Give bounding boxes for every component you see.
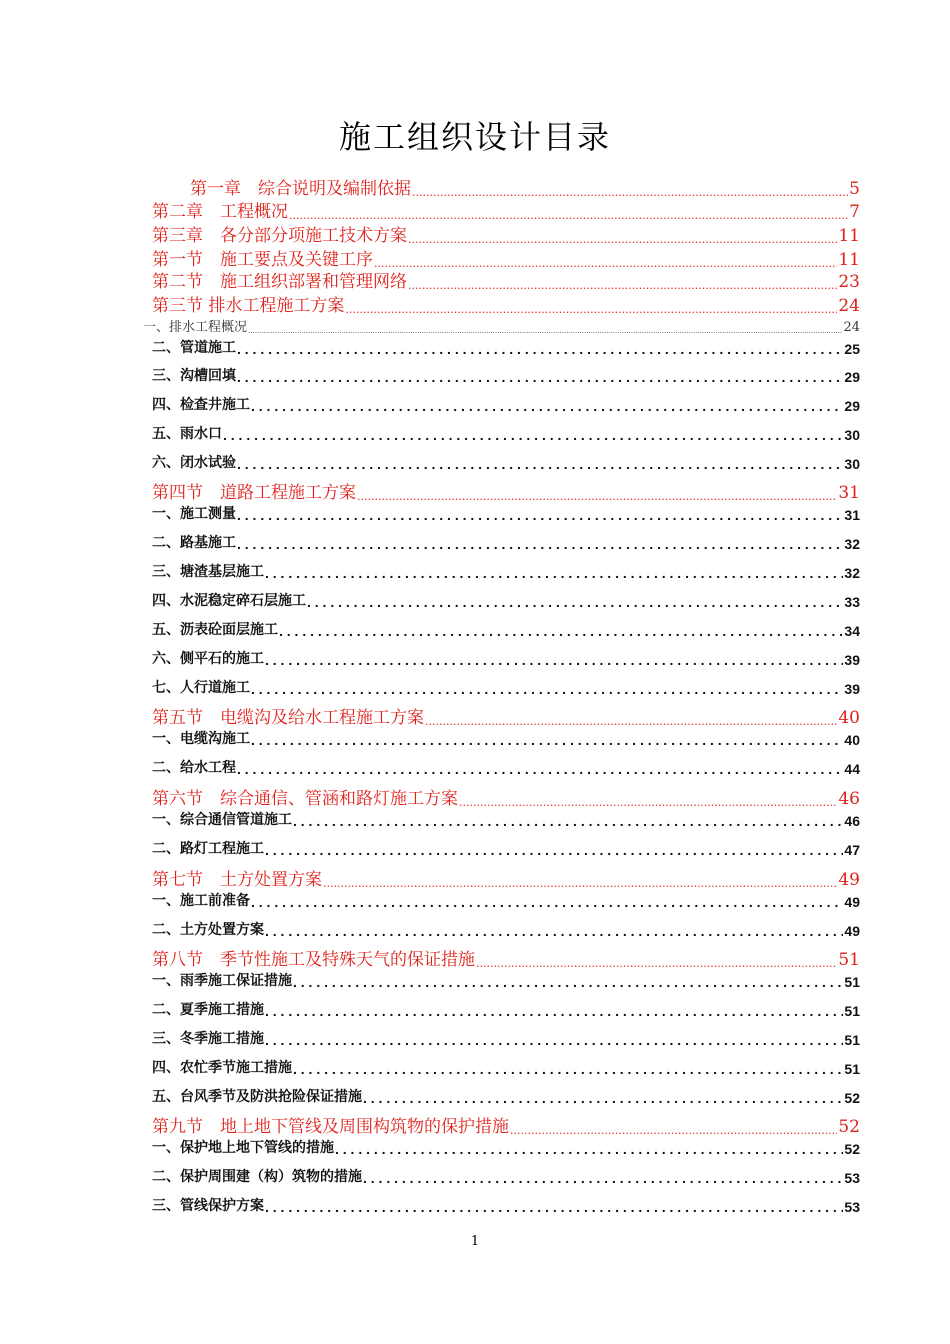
dot-leader bbox=[363, 1172, 843, 1186]
toc-item[interactable] bbox=[152, 1196, 860, 1215]
toc-page-number: 51 bbox=[844, 1061, 860, 1077]
dot-leader bbox=[251, 400, 843, 414]
dot-leader bbox=[374, 253, 837, 270]
dot-leader bbox=[408, 275, 837, 292]
dot-leader bbox=[357, 486, 837, 503]
toc-page-number: 53 bbox=[844, 1170, 860, 1186]
toc-page-number: 49 bbox=[844, 894, 860, 910]
dot-leader bbox=[265, 1005, 843, 1019]
dot-leader bbox=[251, 734, 843, 748]
dot-leader bbox=[265, 654, 843, 668]
page-number: 1 bbox=[470, 1234, 480, 1249]
toc-label: 四、水泥稳定碎石层施工 bbox=[152, 592, 306, 608]
toc-label: 二、路灯工程施工 bbox=[152, 840, 264, 856]
toc-label: 第六节 综合通信、管涵和路灯施工方案 bbox=[152, 789, 458, 809]
toc-item[interactable] bbox=[152, 729, 860, 748]
toc-heading[interactable] bbox=[152, 1115, 860, 1137]
toc-heading[interactable] bbox=[152, 294, 860, 316]
toc-page-number: 31 bbox=[844, 507, 860, 523]
toc-page-number: 39 bbox=[844, 652, 860, 668]
toc-page-number: 11 bbox=[838, 226, 860, 246]
toc-page-number: 40 bbox=[838, 708, 860, 728]
toc-page-number: 11 bbox=[838, 250, 860, 270]
toc-label: 二、路基施工 bbox=[152, 534, 236, 550]
dot-leader bbox=[345, 299, 837, 316]
toc-page-number: 52 bbox=[844, 1090, 860, 1106]
dot-leader bbox=[265, 1201, 843, 1215]
toc-page-number: 52 bbox=[844, 1141, 860, 1157]
toc-label: 第一章 综合说明及编制依据 bbox=[190, 179, 411, 199]
toc-heading[interactable] bbox=[152, 787, 860, 809]
toc-page-number: 29 bbox=[844, 398, 860, 414]
toc-label: 第七节 土方处置方案 bbox=[152, 870, 322, 890]
toc-item[interactable] bbox=[152, 758, 860, 777]
toc-page-number: 23 bbox=[838, 272, 860, 292]
dot-leader bbox=[363, 1092, 843, 1106]
dot-leader bbox=[248, 322, 842, 335]
toc-item[interactable] bbox=[152, 366, 860, 385]
toc-page-number: 51 bbox=[844, 1032, 860, 1048]
toc-label: 三、塘渣基层施工 bbox=[152, 563, 264, 579]
toc-label: 第五节 电缆沟及给水工程施工方案 bbox=[152, 708, 424, 728]
toc-item[interactable] bbox=[152, 453, 860, 472]
dot-leader bbox=[412, 182, 848, 199]
toc-label: 五、沥表砼面层施工 bbox=[152, 621, 278, 637]
toc-label: 第二节 施工组织部署和管理网络 bbox=[152, 272, 407, 292]
toc-label: 第八节 季节性施工及特殊天气的保证措施 bbox=[152, 950, 475, 970]
dot-leader bbox=[408, 229, 837, 246]
dot-leader bbox=[293, 1063, 843, 1077]
toc-label: 六、侧平石的施工 bbox=[152, 650, 264, 666]
toc-item[interactable] bbox=[152, 649, 860, 668]
dot-leader bbox=[237, 763, 843, 777]
toc-label: 一、综合通信管道施工 bbox=[152, 811, 292, 827]
toc-item[interactable] bbox=[152, 839, 860, 858]
dot-leader bbox=[476, 953, 837, 970]
toc-item[interactable] bbox=[152, 1087, 860, 1106]
toc-item[interactable] bbox=[152, 1029, 860, 1048]
toc-item[interactable] bbox=[152, 533, 860, 552]
toc-page-number: 33 bbox=[844, 594, 860, 610]
toc-label: 第三节 排水工程施工方案 bbox=[152, 296, 345, 316]
toc-page-number: 53 bbox=[844, 1199, 860, 1215]
dot-leader bbox=[335, 1143, 843, 1157]
dot-leader bbox=[510, 1120, 837, 1137]
toc-heading[interactable] bbox=[152, 481, 860, 503]
toc-page-number: 5 bbox=[849, 179, 860, 199]
toc-page-number: 40 bbox=[844, 732, 860, 748]
toc-label: 二、给水工程 bbox=[152, 759, 236, 775]
toc-item[interactable] bbox=[152, 338, 860, 357]
toc-heading[interactable] bbox=[152, 868, 860, 890]
toc-heading[interactable] bbox=[152, 948, 860, 970]
toc-page-number: 7 bbox=[849, 202, 860, 222]
dot-leader bbox=[279, 625, 843, 639]
toc-label: 七、人行道施工 bbox=[152, 679, 250, 695]
dot-leader bbox=[265, 844, 843, 858]
toc-label: 第三章 各分部分项施工技术方案 bbox=[152, 226, 407, 246]
toc-page-number: 32 bbox=[844, 536, 860, 552]
toc-item[interactable] bbox=[152, 1138, 860, 1157]
page-title: 施工组织设计目录 bbox=[338, 118, 611, 156]
toc-page-number: 46 bbox=[838, 789, 860, 809]
toc-page-number: 51 bbox=[844, 974, 860, 990]
toc-label: 第一节 施工要点及关键工序 bbox=[152, 250, 373, 270]
toc-item[interactable] bbox=[152, 678, 860, 697]
toc-page-number: 47 bbox=[844, 842, 860, 858]
toc-label: 一、施工前准备 bbox=[152, 892, 250, 908]
toc-heading[interactable] bbox=[152, 706, 860, 728]
dot-leader bbox=[459, 792, 837, 809]
toc-item[interactable] bbox=[152, 1167, 860, 1186]
dot-leader bbox=[251, 896, 843, 910]
toc-page-number: 29 bbox=[844, 369, 860, 385]
toc-item[interactable] bbox=[152, 591, 860, 610]
toc-page-number: 32 bbox=[844, 565, 860, 581]
toc-item[interactable] bbox=[152, 810, 860, 829]
toc-item[interactable] bbox=[152, 424, 860, 443]
toc-label: 四、农忙季节施工措施 bbox=[152, 1059, 292, 1075]
dot-leader bbox=[323, 873, 837, 890]
toc-page-number: 25 bbox=[844, 341, 860, 357]
toc-page-number: 30 bbox=[844, 456, 860, 472]
toc-page-number: 52 bbox=[838, 1117, 860, 1137]
dot-leader bbox=[265, 1034, 843, 1048]
toc-heading[interactable] bbox=[190, 177, 860, 199]
toc-page-number: 39 bbox=[844, 681, 860, 697]
toc-label: 一、电缆沟施工 bbox=[152, 730, 250, 746]
toc-label: 五、雨水口 bbox=[152, 425, 222, 441]
dot-leader bbox=[237, 538, 843, 552]
toc-page-number: 34 bbox=[844, 623, 860, 639]
toc-item[interactable] bbox=[152, 562, 860, 581]
toc-label: 二、管道施工 bbox=[152, 339, 236, 355]
toc-page-number: 30 bbox=[844, 427, 860, 443]
toc-page-number: 24 bbox=[838, 296, 860, 316]
dot-leader bbox=[223, 429, 843, 443]
dot-leader bbox=[265, 925, 843, 939]
dot-leader bbox=[251, 683, 843, 697]
toc-page-number: 51 bbox=[838, 950, 860, 970]
dot-leader bbox=[237, 371, 843, 385]
toc-label: 一、排水工程概况 bbox=[143, 320, 248, 335]
toc-item[interactable] bbox=[152, 395, 860, 414]
toc-heading[interactable] bbox=[152, 224, 860, 246]
toc-label: 四、检查井施工 bbox=[152, 396, 250, 412]
toc-item[interactable] bbox=[152, 504, 860, 523]
toc-label: 二、土方处置方案 bbox=[152, 921, 264, 937]
toc-heading[interactable] bbox=[152, 248, 860, 270]
dot-leader bbox=[237, 458, 843, 472]
toc-label: 二、保护周围建（构）筑物的措施 bbox=[152, 1168, 362, 1184]
toc-label: 一、施工测量 bbox=[152, 505, 236, 521]
toc-label: 三、沟槽回填 bbox=[152, 367, 236, 383]
toc-item[interactable] bbox=[152, 1058, 860, 1077]
dot-leader bbox=[237, 509, 843, 523]
toc-label: 第九节 地上地下管线及周围构筑物的保护措施 bbox=[152, 1117, 509, 1137]
toc-page-number: 51 bbox=[844, 1003, 860, 1019]
toc-heading[interactable] bbox=[152, 270, 860, 292]
dot-leader bbox=[289, 205, 848, 222]
toc-label: 第二章 工程概况 bbox=[152, 202, 288, 222]
toc-label: 五、台风季节及防洪抢险保证措施 bbox=[152, 1088, 362, 1104]
toc-page-number: 24 bbox=[843, 320, 860, 335]
toc-page-number: 44 bbox=[844, 761, 860, 777]
toc-label: 三、管线保护方案 bbox=[152, 1197, 264, 1213]
dot-leader bbox=[425, 711, 837, 728]
toc-label: 第四节 道路工程施工方案 bbox=[152, 483, 356, 503]
toc-item[interactable] bbox=[152, 620, 860, 639]
dot-leader bbox=[307, 596, 843, 610]
toc-item[interactable] bbox=[152, 891, 860, 910]
toc-label: 一、雨季施工保证措施 bbox=[152, 972, 292, 988]
dot-leader bbox=[237, 343, 843, 357]
toc-label: 六、闭水试验 bbox=[152, 454, 236, 470]
toc-item[interactable] bbox=[152, 1000, 860, 1019]
dot-leader bbox=[293, 815, 843, 829]
toc-label: 三、冬季施工措施 bbox=[152, 1030, 264, 1046]
dot-leader bbox=[293, 976, 843, 990]
toc-page-number: 49 bbox=[844, 923, 860, 939]
toc-item[interactable] bbox=[152, 971, 860, 990]
toc-item[interactable] bbox=[152, 920, 860, 939]
toc-label: 二、夏季施工措施 bbox=[152, 1001, 264, 1017]
toc-heading[interactable] bbox=[152, 200, 860, 222]
toc-page-number: 49 bbox=[838, 870, 860, 890]
toc-label: 一、保护地上地下管线的措施 bbox=[152, 1139, 334, 1155]
dot-leader bbox=[265, 567, 843, 581]
toc-item[interactable] bbox=[143, 318, 860, 335]
toc-page-number: 46 bbox=[844, 813, 860, 829]
toc-page-number: 31 bbox=[838, 483, 860, 503]
